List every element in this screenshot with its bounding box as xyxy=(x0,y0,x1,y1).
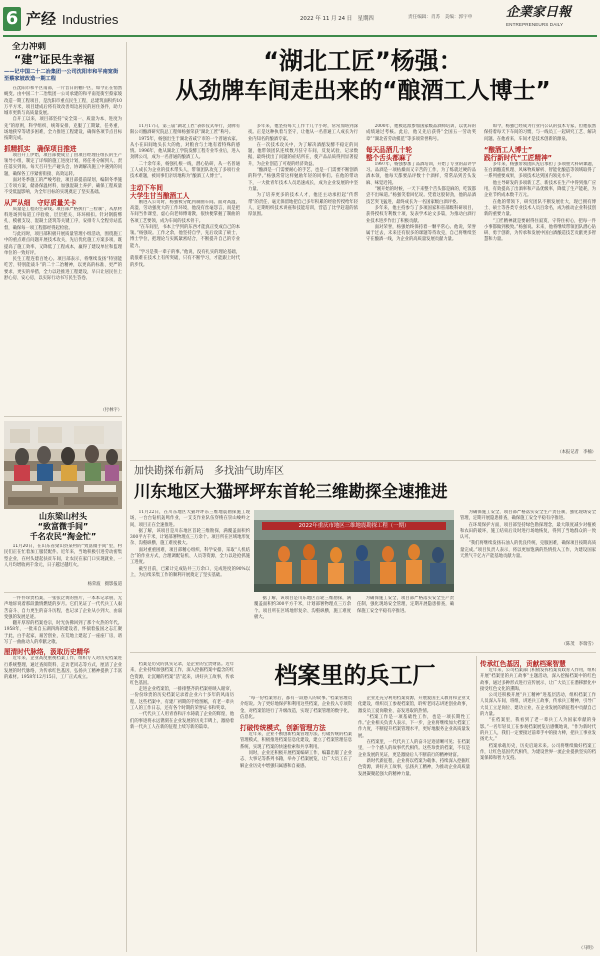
editor-line: 责任编辑：肖苏 美编：郭宇申 xyxy=(408,15,473,20)
yang-para: 面对荣誉，杨强始终保持着一颗平常心。他说，荣誉属于过去，未来还有很多的课题等待攻克，自己将继续坚守在酿酒一线，为企业的高质量发展贡献力量。 xyxy=(366,224,476,243)
yang-para: 为了培养更多的技术人才，他还主动承担起“传帮带”的责任，毫无保留地把自己多年积累的经验传授给年轻人，定期组织技术讲座和技能培训，营造了比学赶超的浓厚氛围。 xyxy=(248,193,358,218)
main-headline xyxy=(130,46,596,118)
yang-col-3 xyxy=(366,124,476,456)
yang-para: 二十余年来，杨强扎根一线，潜心钻研，从一名普通工人成长为企业的技术带头人，带领团队攻克了多项行业技术难题，被同事们亲切地称为“酿酒工人博士”。 xyxy=(130,161,240,180)
village-photo xyxy=(4,421,122,509)
yang-col-1-body-2 xyxy=(130,200,240,269)
yang-para: “工匠精神就是要耐得住寂寞、守得住初心，把每一件小事都做到极致。”杨强说。未来，他将继续带领团队潜心钻研、勇于创新，为传承和发展中国白酒酿造技艺贡献更多智慧和力量。 xyxy=(484,218,596,243)
archive-left-para: 一件件珍贵档案，一张张泛黄的照片，一本本记录册，无声地诉说着那段激情燃烧的岁月。它们见证了一代代兵工人艰苦奋斗、自力更生的奋斗历程，也记录了企业从小到大、由弱变强的发展足迹。 xyxy=(4,596,122,620)
archive-col-2-body-2 xyxy=(240,732,352,770)
drill-left-body xyxy=(130,510,250,579)
column-divider xyxy=(126,42,127,952)
brand-cn: 企業家日報 xyxy=(506,5,572,20)
yang-para: 2000年，他被选派参加国家级品酒师培训，以优异的成绩通过考核。此后，他又先后获得“全国五一劳动奖章”“湖北省劳动模范”等多项荣誉称号。 xyxy=(366,124,476,142)
archive-para: 同时，企业还积极开展档案编研工作，编纂出版了企业志、大事记等系列书籍，举办了档案展览，让广大员工在了解企业历史中增强归属感和自豪感。 xyxy=(240,751,352,769)
photo-caption-title: 山东梁山村头 xyxy=(39,512,87,521)
left-story-body xyxy=(4,86,122,143)
drill-headline: 川东地区大猫坪坪东首轮三维勘探全速推进 xyxy=(134,482,448,501)
left-story-subtitle: ——记中国二十二冶集团一公司沈阳市和平南宽街至蔡家坡改造一期工程 xyxy=(4,69,119,82)
archive-subhead: 打破传统模式，创新管理方法 xyxy=(240,724,326,733)
yang-col-1-body xyxy=(130,124,240,181)
drill-para: 在环境保护方面，项目部坚持绿色勘探理念，最大限度减少对植被和农田的破坏，施工结束后及时进行场地恢复，得到了当地群众的一致认可。 xyxy=(460,522,596,541)
drill-para: 据了解，该项目是川东地区首轮三维勘探，满覆盖面积约300平方千米，计划部署物理点三万余个。项目所在区域地形复杂、沟壑纵横，施工难度极大。 xyxy=(254,596,351,620)
yang-para: “刚开始的时候，一天下来整个舌头都是麻的，吃饭都尝不出味道。”杨强笑着回忆说。凭着这股韧劲，他的品酒技艺突飞猛进，最终成长为一名国家级白酒评委。 xyxy=(366,187,476,205)
yang-para: 在一次技术攻关中，为了解决酒醅发酵不稳定的问题，他带领团队连续数月驻守车间，反复试验、记录数据，最终找出了问题的症结所在，使产品品质得到显著提升，为企业创造了可观的经济效益。 xyxy=(248,142,358,167)
yang-subhead: 每天品酒几十轮 xyxy=(366,145,413,154)
archive-para: 近年来，企业不断创新档案管理方法，打破传统的档案管理模式，积极推进档案信息化建设，建立了档案管理信息系统，实现了档案的快速检索和共享利用。 xyxy=(240,732,352,750)
photo-caption-title: 千名农民“淘金忙” xyxy=(29,532,97,541)
yang-para: 刚进入公司时，杨强被分配到制曲车间。面对高温、高湿、劳动强度大的工作环境，他没有丝毫怨言，而是把车间当作课堂，虚心向老师傅请教，很快便掌握了制曲的各项工艺要领，成为车间的技术骨干。 xyxy=(130,199,240,224)
yang-para: 在他的带领下，研究团队不断发展壮大，现已拥有博士、硕士等各类专业技术人员百余名，成为推动企业科技创新的重要力量。 xyxy=(484,199,596,218)
archive-left-para: 翻开厚厚的档案卷宗，时光仿佛回到了那个火热的年代。1958年，一批来自五湖四海的建设者，怀揣着报国之志汇聚于此，白手起家，艰苦创业，在荒地上建起了一座座厂房，谱写了一曲曲动人的奉献之歌。 xyxy=(4,621,122,646)
date-line: 2022 年 11 月 24 日 星期四 xyxy=(300,16,374,22)
yang-subhead: 大学生甘当酿酒工人 xyxy=(130,191,190,200)
yang-col-2 xyxy=(248,124,358,456)
drill-para: 面对重重困难，项目部精心组织、科学安排，采取“人机结合”的作业方式，合理调配钻机、人员等资源，全力以赴抢抓施工进度。 xyxy=(130,547,250,566)
divider xyxy=(4,592,122,593)
right-bottom-byline: （马明） xyxy=(576,946,596,952)
left-story-para: 自开工以来，项目部坚持“安全第一、质量为本、进度为先”的原则，科学组织、统筹安排，克服了工期紧、任务重、场地狭窄等诸多困难，全力推进工程建设，确保各项节点目标按期完成。 xyxy=(4,117,122,142)
yang-subhead: “酿酒工人博士” xyxy=(484,145,533,154)
main-headline-line1: “湖北工匠”杨强： xyxy=(263,47,463,75)
page-number: 6 xyxy=(5,8,19,29)
yang-para: 他主导研发的多项新工艺、新技术在生产中得到推广应用，有效提高了出酒率和产品优级率，降低了生产能耗，为企业节约成本数千万元。 xyxy=(484,180,596,199)
drill-para: 据了解，该项目是川东地区首轮三维勘探，满覆盖面积约300平方千米，计划部署物理点三万余个。项目所在区域地形复杂、沟壑纵横，施工难度极大。 xyxy=(130,528,250,547)
archive-headline: 档案里的兵工厂 xyxy=(274,663,436,689)
yang-para: “酿酒是一门需要耐心的手艺，也是一门需要不断创新的科学。”杨强常常这样勉励年轻的同事们。在他的带动下，一大批青年技术人员迅速成长，成为企业发展的中坚力量。 xyxy=(248,168,358,192)
drill-byline: （陈茂 李瑞雪） xyxy=(559,642,596,648)
yang-col-4 xyxy=(484,124,596,456)
drill-para: 为确保施工安全，项目部严格落实安全生产责任制，强化现场安全管理，定期开展隐患排查，确保施工安全平稳有序推进。 xyxy=(357,596,454,614)
left-story-para: 项目开工伊始，项目部便成立了由项目经理任组长的生产领导小组，制定了详细的施工进度计划，将任务分解到人、责任落实到岗。每天召开生产碰头会，协调解决施工中遇到的问题，确保各工序紧密衔接、高效运转。 xyxy=(4,152,122,177)
left-story-subhead: 从严从细 守好质量关卡 xyxy=(4,198,77,207)
yang-col-3-body xyxy=(366,124,476,143)
village-photo-image xyxy=(4,421,122,509)
divider xyxy=(130,460,596,461)
photo-caption xyxy=(4,512,122,588)
yang-story xyxy=(130,124,596,456)
drill-para: 11月22日，在川东地区大猫坪坪东三维地震勘探施工现场，一台台钻机轰鸣作业，一支支作业队伍穿梭在崇山峻岭之间，项目正在全速推进。 xyxy=(130,510,250,528)
drill-para: 为确保施工安全，项目部严格落实安全生产责任制，强化现场安全管理，定期开展隐患排查，确保施工安全平稳有序推进。 xyxy=(460,510,596,522)
yang-para: 多年来，他主持参与了多项国家和省部级科研项目，获得授权专利数十项，发表学术论文多篇，为推动白酒行业技术进步作出了积极贡献。 xyxy=(366,205,476,224)
yang-subhead: 践行新时代“工匠精神” xyxy=(484,153,553,162)
masthead xyxy=(0,0,600,38)
archive-left-subhead: 厘清时代脉络，汲取历史精华 xyxy=(4,648,90,657)
yang-byline: （本报记者 李楠） xyxy=(554,450,596,456)
yang-col-1 xyxy=(130,124,240,456)
archive-para: 新时代新征程，企业将以档案为载体，持续深入挖掘红色资源，讲好兵工故事，弘扬兵工精神，为推动企业高质量发展凝聚起强大的精神力量。 xyxy=(358,758,470,777)
archive-para: 企业还充分利用档案资源，开展爱国主义教育和企业文化建设，组织员工参观档案馆，聆听老同志讲述创业故事，激发员工爱岗敬业、奋发进取的热情。 xyxy=(358,696,470,714)
archive-para: 档案是历史的真实记录，是企业的宝贵财富。近年来，企业持续加强档案工作，深入挖掘档案中蕴含的红色资源，让沉睡的档案“活”起来，讲好兵工故事，传承红色基因。 xyxy=(130,662,234,686)
archive-left-body xyxy=(4,596,122,646)
archive-col-2 xyxy=(240,696,352,952)
archive-left-para: 近年来，企业高度重视档案工作，组织专人对历史档案进行系统整理，通过查阅资料、走访老同志等方式，厘清了企业发展的时代脉络，为传承红色基因、弘扬兵工精神提供了丰富的素材。1958年12月15日，工厂正式成立。 xyxy=(4,656,122,681)
left-story-body-3 xyxy=(4,207,122,283)
drill-photo-banner: 2022年重庆市地区三维地震勘探工程（一期） xyxy=(262,522,446,530)
drill-under-photo-body xyxy=(254,596,454,621)
photo-credit: 杨荣波 摄影报道 xyxy=(85,582,122,588)
right-bottom-para: “在档案里，我看到了老一辈兵工人为国家奉献的身影。”一名年轻员工在参观档案展览后感慨地说，“作为新时代的兵工人，我们一定要接过前辈手中的接力棒，把兵工事业发扬光大。” xyxy=(480,718,596,743)
yang-para: 多年来，他坚持每天工作十几个小时，常常加班到深夜。正是这种执着与坚守，让他从一名普通工人成长为行业内知名的酿酒专家。 xyxy=(248,124,358,142)
photo-caption-para: 11月20日，在山东省梁山县某村的“致富微手间”里，村民们正在忙着加工服装配件。近年来，当地积极引进劳动密集型企业，在村头建起扶贫车间，让农民在家门口实现就业，一人月均增收两千余元，日子越过越红火。 xyxy=(4,544,122,568)
left-story-title: “建”证民生幸福 xyxy=(14,53,95,66)
archive-col-3-body xyxy=(358,696,470,778)
right-bottom-para: 近年来，公司档案部门积极发挥档案资政育人作用，组织开展“档案里的兵工故事”主题活动，深入挖掘档案中的红色故事，通过多种形式进行宣传展示，让广大员工在潜移默化中接受红色文化的熏陶。 xyxy=(480,668,596,692)
yang-subhead: 主动下车间 xyxy=(130,183,163,192)
yang-para: 11月17日，第三届“湖北工匠”表彰仪式举行，劲牌有限公司酿酒研究院总工程师杨强荣获“湖北工匠”称号。 xyxy=(130,124,240,136)
right-bottom-body xyxy=(480,668,596,762)
right-bottom xyxy=(480,660,596,952)
right-bottom-para: 公司还积极开展“兵工精神”进基层活动，组织档案工作人员深入车间、班组，讲述兵工故事，传承兵工精神，引导广大员工立足岗位、建功立业，在企业发展的新征程中贡献自己的力量。 xyxy=(480,693,596,718)
yang-col-4-body xyxy=(484,124,596,143)
yang-para: “在车间里，书本上学到的东西才能真正变成自己的本领。”杨强说。工作之余，他坚持自学，先后攻读了硕士、博士学位，把理论与实践紧密结合，不断提升自己的专业能力。 xyxy=(130,224,240,249)
drill-body-right xyxy=(460,510,596,648)
archive-para: “每一份档案背后，都有一段感人的故事。”档案管理员介绍说。为了更好地保护和利用这些档案，企业投入专项资金，对档案馆进行了升级改造，实现了档案管理的数字化、信息化。 xyxy=(240,696,352,720)
archive-col-2-body xyxy=(240,696,352,721)
yang-para: 如今，杨强已经成为行业内公认的技术专家，但他依然保持着每天下车间的习惯，与一线员工一起研究工艺、解决问题。在他看来，车间才是技术创新的源泉。 xyxy=(484,124,596,142)
left-story xyxy=(4,42,122,414)
drill-para: 截至目前，已累计完成钻井三万余口，完成进度的90%以上，为后续采集工作的顺利开展奠定了坚实基础。 xyxy=(130,566,250,578)
main-headline-line2: 从劲牌车间走出来的“酿酒工人博士” xyxy=(175,78,551,104)
yang-col-4-body-2 xyxy=(484,162,596,244)
right-bottom-para: 档案承载历史，历史启迪未来。公司将继续做好档案工作，让红色基因代代相传，为建设世界一流企业提供坚实的档案保障和智力支持。 xyxy=(480,743,596,762)
yang-para: 多年来，杨强带领团队先后承担了多项重大科研课题，在白酒酿造机理、风味物质解析、智能化酿造等领域取得了一系列重要成果，多项技术达到国内领先水平。 xyxy=(484,161,596,180)
drill-body-under-photo xyxy=(254,596,454,648)
drill-para: “我们将继续发扬石油人的优良传统，克服困难，确保项目按期高质量完成。”项目负责人表示，将以更加饱满的热情投入工作，为建设国家天然气千亿方产能基地贡献力量。 xyxy=(460,541,596,560)
yang-subhead: 整个舌头都麻了 xyxy=(366,153,413,162)
yang-para: 1975年，杨强出生于湖北省咸宁市的一个普通农家。从小在田间地头长大的他，对粮食与土地有着特殊的感情。1996年，他从湖北工学院发酵工程专业毕业后，进入劲牌公司，成为一名普通的酿酒工人。 xyxy=(130,136,240,161)
right-bottom-subhead: 传承红色基因，贡献档案智慧 xyxy=(480,660,566,668)
masthead-rule xyxy=(3,35,597,37)
photo-caption-title: “致富微手间” xyxy=(37,522,89,531)
drill-kicker: 加快勘探布新局 多找油气助库区 xyxy=(134,466,284,477)
left-story-para: 面对冬季施工的严峻考验，项目部提前谋划，编制冬季施工专项方案，储备保温材料，加强混凝土养护，确保工程质量不受低温影响，为全年目标的实现奠定了坚实基础。 xyxy=(4,177,122,196)
divider xyxy=(4,416,122,417)
section-title-cn: 产经 xyxy=(26,10,57,28)
archive-para: 走进企业档案馆，一排排整齐的档案柜映入眼帘，一份份珍贵的历史档案记录着企业六十多年的风雨历程。这些档案中，有建厂初期的手绘图纸，有老一辈兵工人的工作日志，还有各个时期的荣誉证书和奖章。 xyxy=(130,687,234,712)
left-story-body-2 xyxy=(4,153,122,197)
column-divider xyxy=(476,656,477,952)
yang-col-3-body-2 xyxy=(366,162,476,244)
yang-para: “学习是我一辈子的事。”他说，没有扎实的理论基础，就很难在技术上有所突破，只有不断学习，才能跟上时代的步伐。 xyxy=(130,250,240,268)
left-story-para: 民生工程连着百姓心。项目部表示，将继续发扬“特别能吃苦、特别能战斗”的二十二冶精神，以更高的标准、更严的要求、更实的举措，全力以赴推进工程建设，早日让居民住上舒心房、安心房，以实际行动书写民生答卷。 xyxy=(4,257,122,282)
yang-col-2-body xyxy=(248,124,358,218)
archive-col-1-body xyxy=(130,662,234,731)
left-story-kicker: 全力冲刺 xyxy=(12,42,47,52)
brand-en: ENTREPRENEURS DAILY xyxy=(506,22,564,27)
left-story-byline: （付林宇） xyxy=(98,408,122,414)
drill-right-body xyxy=(460,510,596,560)
archive-left-body-2 xyxy=(4,656,122,681)
archive-left xyxy=(4,596,122,952)
drill-body-left xyxy=(130,510,250,648)
divider xyxy=(130,652,596,653)
left-story-subhead: 抓精抓实 确保项目推进 xyxy=(4,144,77,153)
drill-photo xyxy=(254,510,454,592)
left-story-para: 在沈阳市和平区南部，一片昔日的棚户区，如今正在悄然蜕变。由中国二十二冶集团一公司承建的和平南宽街至蔡家坡改造一期工程项目，是沈阳市重点民生工程，总建筑面积约10万平方米，项目建成后将有效改善周边居民的居住条件，助力城市更新与高质量发展。 xyxy=(4,86,122,117)
left-story-para: 质量是工程的生命线。项目部严格执行“三检制”，从原材料进场到每道工序验收，层层把关、环环相扣。针对钢筋绑扎、模板支设、混凝土浇筑等关键工序，安排专人全程旁站监督，确保每一项工程都经得起检验。 xyxy=(4,206,122,231)
archive-para: 在档案里，一代代兵工人的奋斗足迹清晰可见；在档案里，一个个感人的故事代代相传。这些珍贵的档案，不仅是企业发展的见证，更是激励后人不断前行的精神财富。 xyxy=(358,740,470,758)
archive-col-3 xyxy=(358,696,470,952)
archive-para: “档案工作是一项基础性工作，也是一项长期性工作。”企业相关负责人表示，下一步，企业将继续加大档案工作力度，不断提升档案管理水平，更好地服务企业高质量发展。 xyxy=(358,714,470,739)
section-title-en: Industries xyxy=(62,12,119,27)
left-story-para: 与此同时，项目部积极开展质量管理小组活动，围绕施工中的重点难点问题开展技术攻关，先后优化施工方案多项，既提高了施工效率，又降低了工程成本，赢得了建设单位和监理单位的一致好评。 xyxy=(4,231,122,256)
yang-para: 1997年，杨强参加了品酒培训，开始了专业的品评学习。品酒是一项枯燥而又辛苦的工作，为了练就过硬的品酒本领，他每天都要品评数十个酒样，常常品到舌头发麻、味觉迟钝。 xyxy=(366,161,476,186)
archive-para: 一代代兵工人用青春和汗水铸就了企业的辉煌，他们的事迹将永远镌刻在企业发展的历史丰碑上，激励着新一代兵工人在新的征程上续写新的篇章。 xyxy=(130,712,234,730)
photo-caption-text xyxy=(4,544,122,569)
archive-col-1 xyxy=(130,662,234,952)
